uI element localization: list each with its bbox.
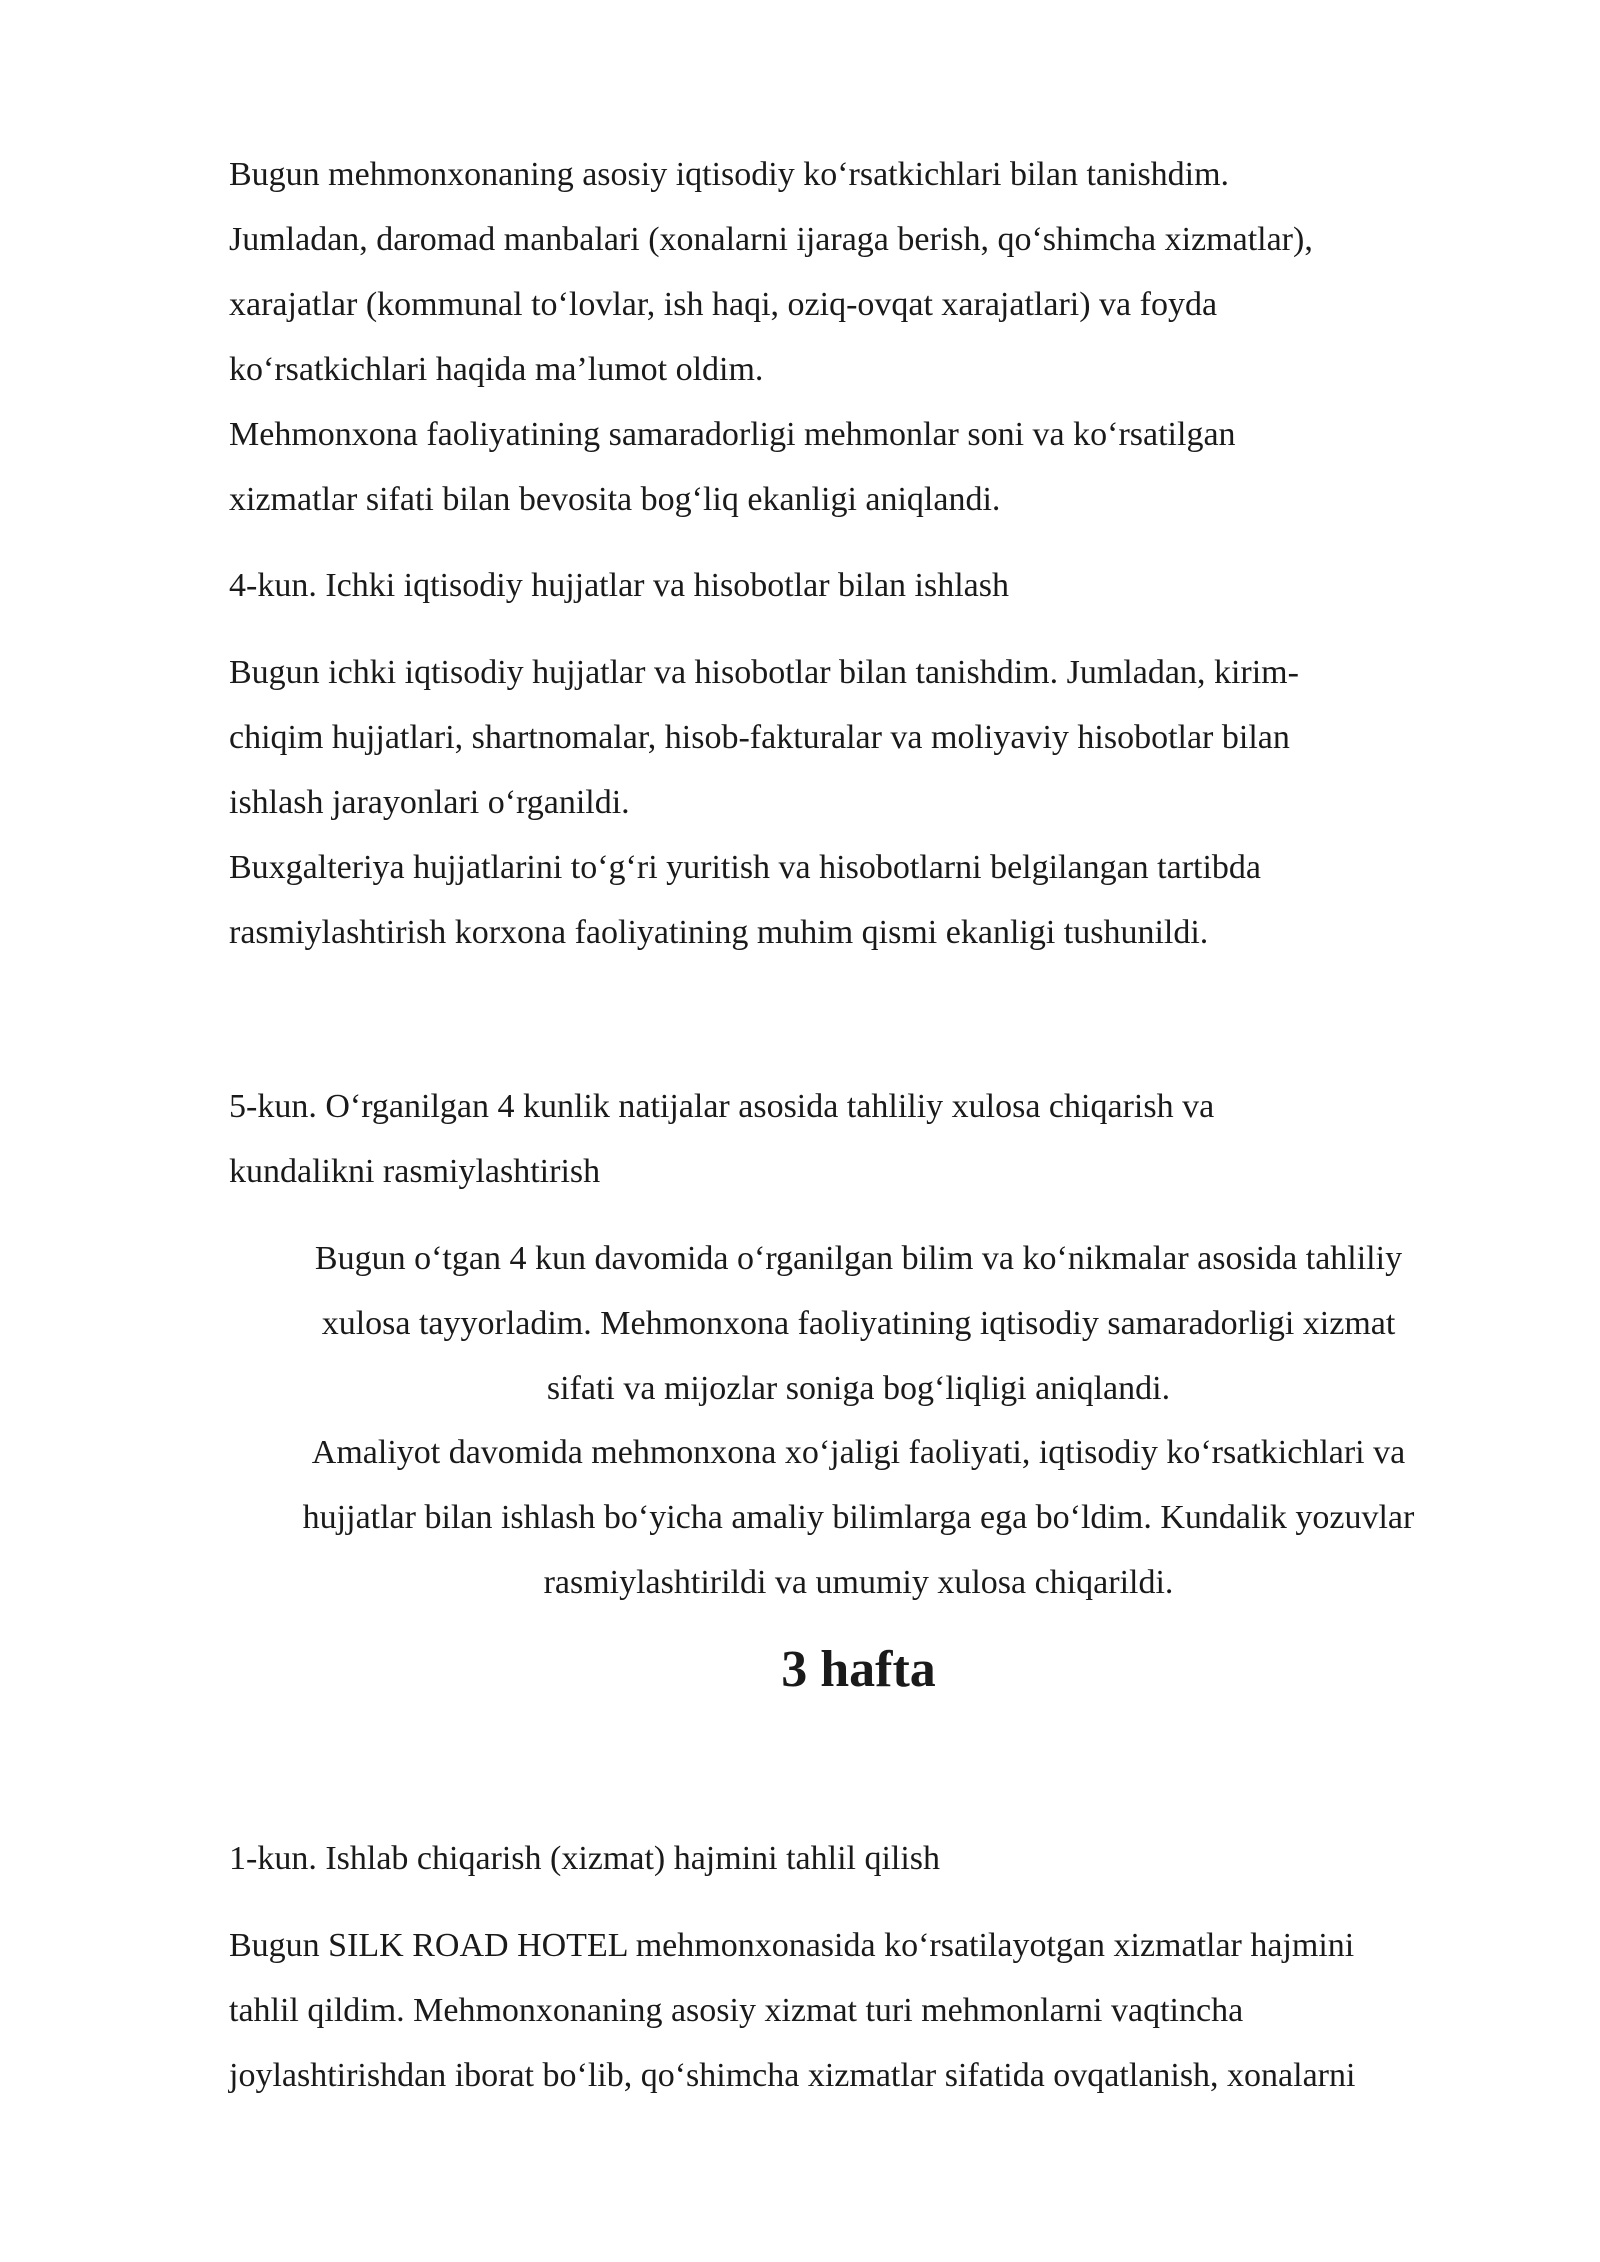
paragraph-line: chiqim hujjatlari, shartnomalar, hisob-fakturalar va moliyaviy hisobotlar bilan	[229, 719, 1290, 756]
paragraph-line: tahlil qildim. Mehmonxonaning asosiy xizmat turi mehmonlarni vaqtincha	[229, 1992, 1244, 2029]
day4-heading: 4-kun. Ichki iqtisodiy hujjatlar va hisobotlar bilan ishlash	[229, 567, 1009, 604]
paragraph-line: rasmiylashtirish korxona faoliyatining muhim qismi ekanligi tushunildi.	[229, 914, 1209, 951]
paragraph-line: ko‘rsatkichlari haqida ma’lumot oldim.	[229, 351, 764, 388]
paragraph-line: xizmatlar sifati bilan bevosita bog‘liq ekanligi aniqlandi.	[229, 481, 1001, 518]
paragraph-line: Bugun ichki iqtisodiy hujjatlar va hisobotlar bilan tanishdim. Jumladan, kirim-	[229, 654, 1299, 691]
day1-heading: 1-kun. Ishlab chiqarish (xizmat) hajmini tahlil qilish	[229, 1840, 941, 1877]
paragraph-line: joylashtirishdan iborat bo‘lib, qo‘shimcha xizmatlar sifatida ovqatlanish, xonalarni	[229, 2057, 1356, 2094]
paragraph-line: xarajatlar (kommunal to‘lovlar, ish haqi, oziq-ovqat xarajatlari) va foyda	[229, 286, 1218, 323]
paragraph-line: Mehmonxona faoliyatining samaradorligi mehmonlar soni va ko‘rsatilgan	[229, 416, 1236, 453]
day5-heading: 5-kun. O‘rganilgan 4 kunlik natijalar asosida tahliliy xulosa chiqarish va	[229, 1088, 1215, 1125]
paragraph-line: Bugun mehmonxonaning asosiy iqtisodiy ko‘rsatkichlari bilan tanishdim.	[229, 156, 1230, 193]
centered-paragraph-line: hujjatlar bilan ishlash bo‘yicha amaliy bilimlarga ega bo‘ldim. Kundalik yozuvlar	[302, 1499, 1415, 1536]
day5-heading: kundalikni rasmiylashtirish	[229, 1153, 601, 1190]
centered-paragraph-line: sifati va mijozlar soniga bog‘liqligi aniqlandi.	[546, 1370, 1171, 1407]
paragraph-line: ishlash jarayonlari o‘rganildi.	[229, 784, 630, 821]
paragraph-line: Buxgalteriya hujjatlarini to‘g‘ri yuritish va hisobotlarni belgilangan tartibda	[229, 849, 1262, 886]
week-title: 3 hafta	[781, 1641, 936, 1698]
centered-paragraph-line: rasmiylashtirildi va umumiy xulosa chiqarildi.	[543, 1564, 1174, 1601]
centered-paragraph-line: Bugun o‘tgan 4 kun davomida o‘rganilgan bilim va ko‘nikmalar asosida tahliliy	[314, 1240, 1403, 1277]
paragraph-line: Jumladan, daromad manbalari (xonalarni ijaraga berish, qo‘shimcha xizmatlar),	[229, 221, 1313, 258]
centered-paragraph-line: xulosa tayyorladim. Mehmonxona faoliyatining iqtisodiy samaradorligi xizmat	[321, 1305, 1396, 1342]
paragraph-line: Bugun SILK ROAD HOTEL mehmonxonasida ko‘rsatilayotgan xizmatlar hajmini	[229, 1927, 1355, 1964]
centered-paragraph-line: Amaliyot davomida mehmonxona xo‘jaligi faoliyati, iqtisodiy ko‘rsatkichlari va	[311, 1434, 1406, 1471]
